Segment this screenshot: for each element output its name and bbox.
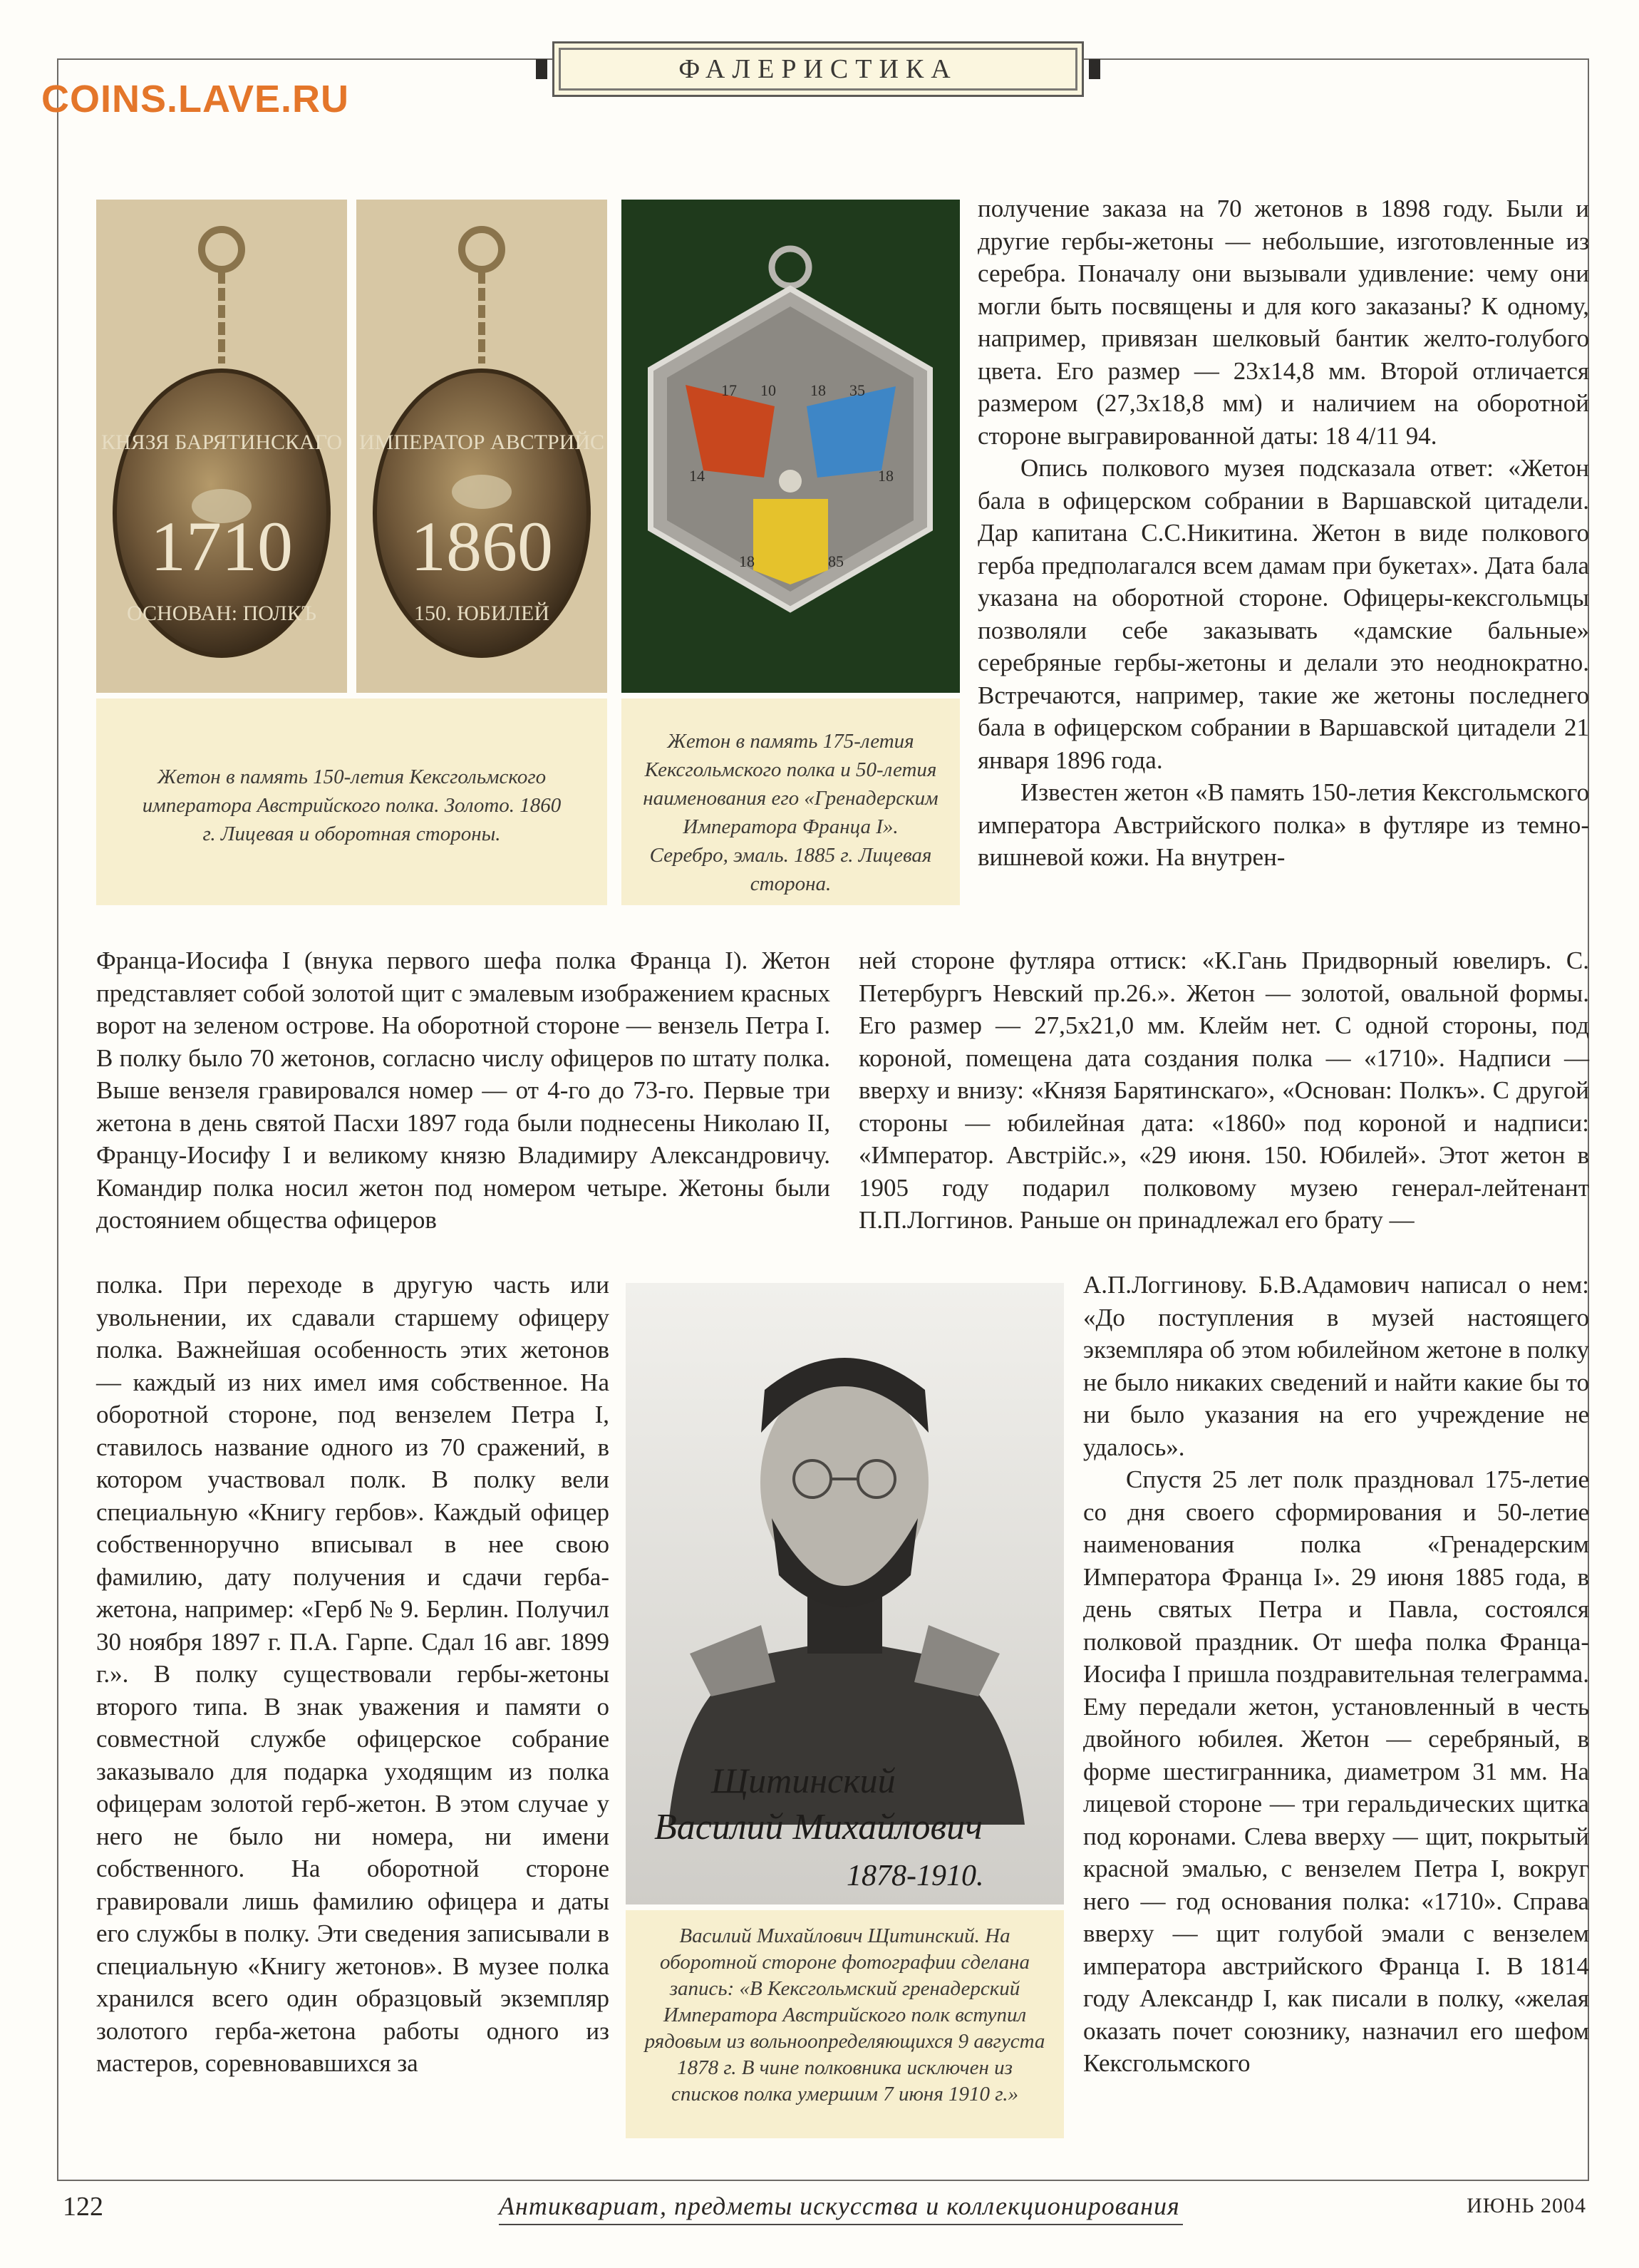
footer-rule — [499, 2224, 1183, 2225]
caption-portrait: Василий Михайлович Щитинский. На оборотной стороне фотографии сделана запись: «В Кексгольмский гренадерский Императора Австрийского полк вступил рядовым из вольноопределяющихся 9 августа 1878 г. В чине полковника исключен из списков полка умершим 7 июня 1910 г.» — [626, 1910, 1064, 2138]
medal1-year: 1710 — [150, 507, 293, 586]
medal2-inscription-top: ИМПЕРАТОР АВСТРИЙС — [358, 431, 605, 454]
paragraph: Известен жетон «В память 150-летия Кексгольмского императора Австрийского полка» в футляре из темно-вишневой кожи. На внутрен- — [978, 778, 1589, 871]
medal2-inscription-bottom: 150. ЮБИЛЕЙ — [413, 602, 550, 625]
hex-label: 85 — [828, 552, 844, 570]
text-column-left-narrow — [96, 1269, 609, 2080]
paragraph: полка. При переходе в другую часть или увольнении, их сдавали старшему офицеру полка. Важнейшая особенность этих жетонов — каждый из них имел имя собственное. На оборотной стороне, под вензелем Петра I, ставилось название одного из 70 сражений, в котором участвовал полк. В полку вели специальную «Книгу гербов». Каждый офицер собственноручно вписывал в нее свою фамилию, дату получения и сдачи герба-жетона, например: «Герб № 9. Берлин. Получил 30 ноября 1897 г. П.А. Гарпе. Сдал 16 авг. 1899 г.». В полку существовали гербы-жетоны второго типа. В знак уважения и памяти о совместной службе офицерское собрание заказывало для подарка уходящим из полка офицерам золотой герб-жетон. В этом случае у него не было ни номера, ни имени собственного. На оборотной стороне гравировали лишь фамилию офицера и даты его службы в полку. Эти сведения записывали в специальную «Книгу жетонов». В музее полка хранился всего один образцовый экземпляр золотого герба-жетона работы одного из мастеров, соревновавшихся за — [96, 1271, 609, 2077]
hex-label: 18 — [739, 552, 755, 570]
text-column-right-bottom — [1083, 1269, 1589, 2080]
paragraph: ней стороне футляра оттиск: «К.Гань Придворный ювелиръ. С. Петербургъ Невский пр.26.». Жетон — золотой, овальной формы. Его размер — 27,5х21,0 мм. Клейм нет. С одной стороны, под короной, помещена дата создания полка — «1710». Надписи — вверху и внизу: «Князя Барятинскаго», «Основан: Полкъ». С другой стороны — юбилейная дата: «1860» под короной и надписи: «Император. Австрійс.», «29 июня. 150. Юбилей». Этот жетон в 1905 году подарил полковому музею генерал-лейтенант П.П.Логгинов. Раньше он принадлежал его брату — — [859, 947, 1589, 1234]
portrait-photo — [626, 1283, 1064, 1904]
magazine-title: Антиквариат, предметы искусства и коллекционирования — [499, 2192, 1180, 2220]
portrait-years: 1878-1910. — [847, 1860, 984, 1892]
medal-photo-back — [356, 200, 607, 693]
paragraph: Спустя 25 лет полк праздновал 175-летие со дня своего сформирования и 50-летие наименования полка «Гренадерским Императора Франца I». 29 июня 1885 года, в день святых Петра и Павла, состоялся полковой праздник. От шефа полка Франца-Иосифа I пришла поздравительная телеграмма. Ему передали жетон, установленный в честь двойного юбилея. Жетон — серебряный, в форме шестигранника, диаметром 31 мм. На лицевой стороне — три геральдических щитка под коронами. Слева вверху — щит, покрытый красной эмалью, с вензелем Петра I, вокруг него — год основания полка: «1710». Справа вверху — щит голубой эмали с вензелем императора австрийского Франца I. В 1814 году Александр I, как писали в полку, «желая оказать почет союзнику, назначил его шефом Кексгольмского — [1083, 1465, 1589, 2077]
page-number: 122 — [63, 2192, 103, 2222]
paragraph: А.П.Логгинову. Б.В.Адамович написал о нем: «До поступления в музей настоящего экземпляра об этом юбилейном жетоне в полку не было никаких сведений и найти какие бы то ни было указания на его учреждение не удалось». — [1083, 1271, 1589, 1461]
text-column-right-mid — [859, 944, 1589, 1237]
portrait-signature: Василий Михайлович — [654, 1807, 983, 1847]
medal1-inscription-top: КНЯЗЯ БАРЯТИНСКАГО — [101, 431, 342, 454]
text-column-right-top — [978, 192, 1589, 874]
text-column-left-wide — [96, 944, 830, 1237]
portrait-signature: Щитинский — [711, 1761, 896, 1800]
paragraph: получение заказа на 70 жетонов в 1898 году. Были и другие гербы-жетоны — небольшие, изготовленные из серебра. Поначалу они вызывали удивление: чему они могли быть посвящены и для кого заказаны? К одному, например, привязан шелковый бантик желто-голубого цвета. Его размер — 23х14,8 мм. Второй отличается размером (27,3х18,8 мм) и наличием на оборотной стороне выгравированной даты: 18 4/11 94. — [978, 195, 1589, 450]
paragraph: Опись полкового музея подсказала ответ: «Жетон бала в офицерском собрании в Варшавской цитадели. Дар капитана С.С.Никитина. Жетон в виде полкового герба предполагался всем дамам при букетах». Дата бала указана на оборотной стороне. Офицеры-кексгольмцы позволяли себе заказывать «дамские бальные» серебряные гербы-жетоны и делали это неоднократно. Встречаются, например, такие же жетоны последнего бала в офицерском собрании в Варшавской цитадели 21 января 1896 года. — [978, 454, 1589, 774]
hexagon-medal-photo — [621, 200, 960, 693]
issue-date: ИЮНЬ 2004 — [1467, 2194, 1586, 2217]
hex-label: 10 — [760, 381, 776, 399]
medal2-year: 1860 — [410, 507, 553, 586]
caption-gold-medal: Жетон в память 150-летия Кексгольмского императора Австрийского полка. Золото. 1860 г. Лицевая и оборотная стороны. — [96, 699, 607, 905]
caption-hexagon-medal: Жетон в память 175-летия Кексгольмского полка и 50-летия наименования его «Гренадерским Императора Франца I». Серебро, эмаль. 1885 г. Лицевая сторона. — [621, 699, 960, 905]
hex-label: 17 — [721, 381, 737, 399]
paragraph: Франца-Иосифа I (внука первого шефа полка Франца I). Жетон представляет собой золотой щит с эмалевым изображением красных ворот на зеленом острове. На оборотной стороне — вензель Петра I. В полку было 70 жетонов, согласно числу офицеров по штату полка. Выше вензеля гравировался номер — от 4-го до 73-го. Первые три жетона в день святой Пасхи 1897 года были поднесены Николаю II, Францу-Иосифу I и великому князю Владимиру Александровичу. Командир полка носил жетон под номером четыре. Жетоны были достоянием общества офицеров — [96, 947, 830, 1234]
site-watermark: COINS.LAVE.RU — [41, 78, 350, 120]
hex-label: 18 — [810, 381, 826, 399]
hex-label: 18 — [878, 467, 894, 485]
section-header: ФАЛЕРИСТИКА — [552, 41, 1084, 97]
hex-label: 35 — [849, 381, 865, 399]
medal-photo-front — [96, 200, 347, 693]
medal1-inscription-bottom: ОСНОВАН: ПОЛКЪ — [126, 602, 317, 625]
hex-label: 14 — [689, 467, 705, 485]
